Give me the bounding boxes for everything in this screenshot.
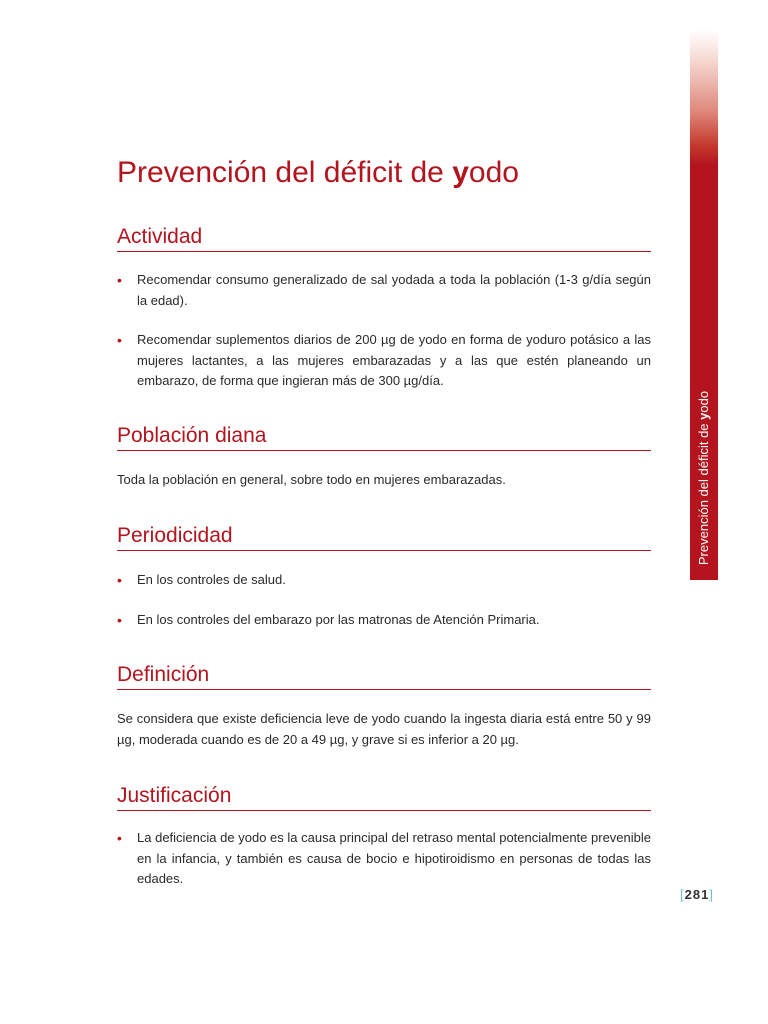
bullet-icon: • <box>117 332 122 348</box>
poblacion-text: Toda la población en general, sobre todo en mujeres embarazadas. <box>117 472 506 487</box>
bullet-icon: • <box>117 611 122 628</box>
list-item: • La deficiencia de yodo es la causa principal del retraso mental potencialmente prevenible en la infancia, y también es causa de bocio e hipotiroidismo en personas de todas las edades. <box>117 830 651 886</box>
list-item: • En los controles del embarazo por las matronas de Atención Primaria. <box>117 610 651 631</box>
side-tab-label: Prevención del déficit de yodo <box>696 390 711 566</box>
page-number: [281] <box>680 887 714 902</box>
heading-definicion: Definición <box>117 661 651 690</box>
heading-actividad: Actividad <box>117 223 651 252</box>
bullet-icon: • <box>117 272 122 288</box>
heading-justificacion: Justificación <box>117 782 651 811</box>
heading-periodicidad: Periodicidad <box>117 522 651 551</box>
bullet-icon: • <box>117 830 122 846</box>
list-item: • Recomendar suplementos diarios de 200 µg de yodo en forma de yoduro potásico a las mujeres lactantes, a las mujeres embarazadas y a las que estén planeando un embarazo, de forma que ingieran más de 300 µg/día. <box>117 332 651 388</box>
heading-poblacion-diana: Población diana <box>117 422 651 451</box>
bullet-icon: • <box>117 572 122 588</box>
definicion-text: Se considera que existe deficiencia leve de yodo cuando la ingesta diaria está entre 50 y 99 µg, moderada cuando es de 20 a 49 µg, y grave si es inferior a 20 µg. <box>117 711 651 747</box>
list-item: • Recomendar consumo generalizado de sal yodada a toda la población (1-3 g/día según la edad). <box>117 272 651 308</box>
list-actividad <box>117 270 651 411</box>
list-periodicidad <box>117 570 651 649</box>
list-item: • En los controles de salud. <box>117 570 651 591</box>
page-title: Prevención del déficit de yodo <box>117 156 519 189</box>
list-justificacion <box>117 828 651 909</box>
